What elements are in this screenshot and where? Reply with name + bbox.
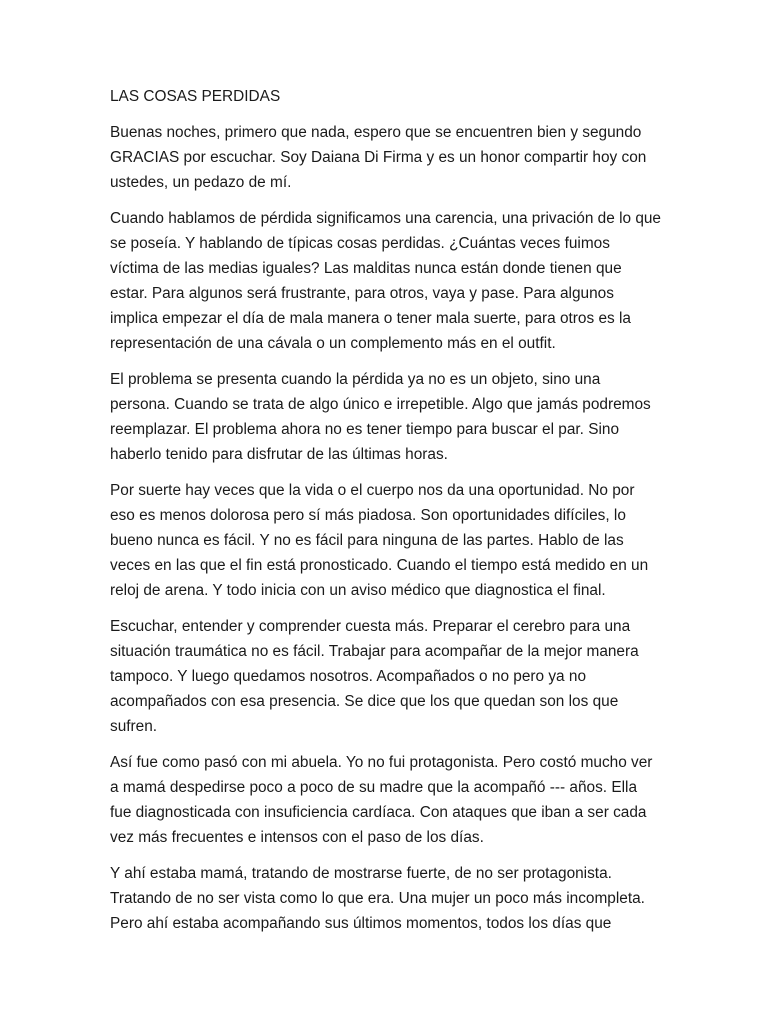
paragraph-3: El problema se presenta cuando la pérdida ya no es un objeto, sino una persona. Cuando se trata de algo único e irrepetible. Algo que jamás podremos reemplazar. El problema ahora no es tener tiempo para buscar el par. Sino haberlo tenido para disfrutar de las últimas horas. <box>110 371 651 463</box>
paragraph-6: Así fue como pasó con mi abuela. Yo no fui protagonista. Pero costó mucho ver a mamá despedirse poco a poco de su madre que la acompañó --- años. Ella fue diagnosticada con insuficiencia cardíaca. Con ataques que iban a ser cada vez más frecuentes e intensos con el paso de los días. <box>110 754 653 846</box>
paragraph-7: Y ahí estaba mamá, tratando de mostrarse fuerte, de no ser protagonista. Tratando de no ser vista como lo que era. Una mujer un poco más incompleta. Pero ahí estaba acompañando sus últimos momentos, todos los días que <box>110 865 645 932</box>
paragraph-4: Por suerte hay veces que la vida o el cuerpo nos da una oportunidad. No por eso es menos dolorosa pero sí más piadosa. Son oportunidades difíciles, lo bueno nunca es fácil. Y no es fácil para ninguna de las partes. Hablo de las veces en las que el fin está pronosticado. Cuando el tiempo está medido en un reloj de arena. Y todo inicia con un aviso médico que diagnostica el final. <box>110 482 649 599</box>
document-body <box>110 84 662 947</box>
document-title: LAS COSAS PERDIDAS <box>110 88 281 105</box>
paragraph-2: Cuando hablamos de pérdida significamos una carencia, una privación de lo que se poseía. Y hablando de típicas cosas perdidas. ¿Cuántas veces fuimos víctima de las medias iguales? Las malditas nunca están donde tienen que estar. Para algunos será frustrante, para otros, vaya y pase. Para algunos implica empezar el día de mala manera o tener mala suerte, para otros es la representación de una cávala o un complemento más en el outfit. <box>110 210 661 352</box>
paragraph-5: Escuchar, entender y comprender cuesta más. Preparar el cerebro para una situación traumática no es fácil. Trabajar para acompañar de la mejor manera tampoco. Y luego quedamos nosotros. Acompañados o no pero ya no acompañados con esa presencia. Se dice que los que quedan son los que sufren. <box>110 618 639 735</box>
paragraph-1: Buenas noches, primero que nada, espero que se encuentren bien y segundo GRACIAS por escuchar. Soy Daiana Di Firma y es un honor compartir hoy con ustedes, un pedazo de mí. <box>110 124 647 191</box>
